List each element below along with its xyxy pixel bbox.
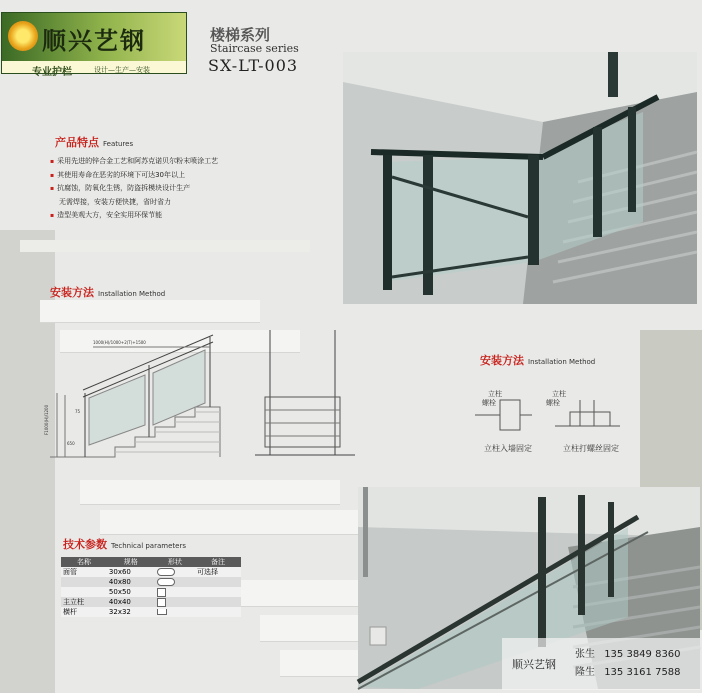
table-header-row xyxy=(61,557,241,567)
post-label-1: 立柱 xyxy=(488,390,502,398)
caption-screw-fix: 立柱打螺丝固定 xyxy=(563,444,619,453)
contact-box xyxy=(502,638,700,690)
table-row: 主立柱 40x40 xyxy=(61,597,241,607)
channel-shape-icon xyxy=(157,609,167,615)
feature-item: ▪ 造型美观大方，安全实用环保节能 xyxy=(50,209,218,223)
install-heading-right: 安装方法 Installation Method xyxy=(480,354,596,367)
bolt-label-2: 螺栓 xyxy=(546,399,560,407)
series-code: SX-LT-003 xyxy=(208,56,299,75)
table-header: 形状 xyxy=(155,557,195,567)
dim-label-low: 650 xyxy=(67,441,75,446)
square-shape-icon xyxy=(157,588,166,597)
contact-company: 顺兴艺钢 xyxy=(512,658,556,671)
sun-emblem-icon xyxy=(8,21,38,51)
table-row: 50x50 xyxy=(61,587,241,597)
contact-name: 张生 xyxy=(575,649,595,660)
brand-slogan: 专业护栏 xyxy=(32,67,72,78)
staircase-photo-main xyxy=(343,52,697,304)
post-label-2: 立柱 xyxy=(552,390,566,398)
contact-phone: 135 3161 7588 xyxy=(604,667,681,678)
dim-label-left: F1000(H)/1200 xyxy=(44,404,49,435)
table-row: 横杆 32x32 xyxy=(61,607,241,617)
params-table xyxy=(61,557,241,617)
contact-line xyxy=(575,645,681,660)
bolt-label-1: 螺栓 xyxy=(482,399,496,407)
feature-item: ▪ 抗腐蚀，防氧化生锈，防盗拆模块设计生产 xyxy=(50,182,218,196)
install-heading-left: 安装方法 Installation Method xyxy=(50,286,166,299)
features-list xyxy=(50,155,218,223)
brand-slogan-sub: 设计—生产—安装 xyxy=(94,66,150,74)
feature-item: ▪ 其使用寿命在恶劣的环境下可达30年以上 xyxy=(50,169,218,183)
features-heading: 产品特点 Features xyxy=(55,136,134,149)
square-shape-icon xyxy=(157,598,166,607)
table-row: 面管 30x60 可选择 xyxy=(61,567,241,577)
table-header: 规格 xyxy=(107,557,155,567)
contact-line xyxy=(575,663,681,678)
oval-shape-icon xyxy=(157,568,175,576)
dim-label-top: 1000(H)/1000+2(T)+1500 xyxy=(93,340,146,345)
table-header: 名称 xyxy=(61,557,107,567)
params-heading: 技术参数 Technical parameters xyxy=(63,538,186,551)
oval-shape-icon xyxy=(157,578,175,586)
feature-item: ▪ 采用先进的锌合金工艺和阿苏克诺贝尔粉末喷涂工艺 xyxy=(50,155,218,169)
caption-wall-fix: 立柱入墙固定 xyxy=(484,444,532,453)
dim-label-mid: 75 xyxy=(75,409,81,414)
company-logo xyxy=(1,12,187,78)
series-title: 楼梯系列 xyxy=(210,26,271,44)
table-header: 备注 xyxy=(195,557,241,567)
contact-name: 隆生 xyxy=(575,667,595,678)
installation-drawing xyxy=(45,325,355,465)
series-title-en: Staircase series xyxy=(210,42,299,55)
feature-item: 无需焊接，安装方便快捷，省时省力 xyxy=(59,197,171,206)
brand-name: 顺兴艺钢 xyxy=(42,26,146,55)
contact-phone: 135 3849 8360 xyxy=(604,649,681,660)
table-row: 40x80 xyxy=(61,577,241,587)
